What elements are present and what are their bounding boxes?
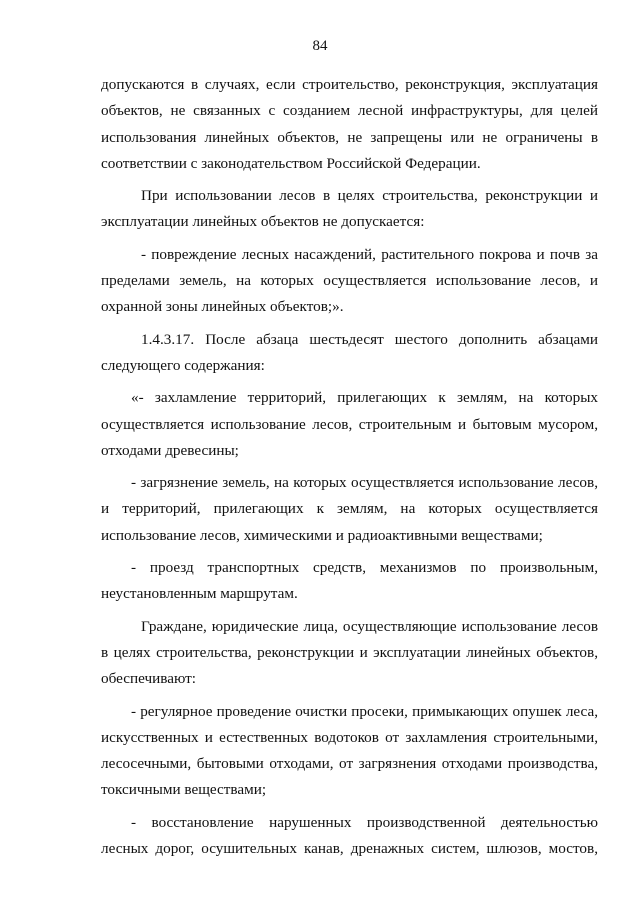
paragraph-2: При использовании лесов в целях строительства, реконструкции и эксплуатации линейных объектов не допускается: [101,187,598,231]
paragraph-6: - загрязнение земель, на которых осуществляется использование лесов, и территорий, прилегающих к землям, на которых осуществляется использование лесов, химическими и радиоактивными веществами; [101,474,598,544]
paragraph-1: допускаются в случаях, если строительство, реконструкция, эксплуатация объектов, не связанных с созданием лесной инфраструктуры, для целей использования линейных объектов, не запрещены или не ограничены в соответствии с законодательством Российской Федерации. [101,76,598,172]
page-number: 84 [312,38,328,54]
document-body [101,72,598,862]
paragraph-8: Граждане, юридические лица, осуществляющие использование лесов в целях строительства, реконструкции и эксплуатации линейных объектов, обеспечивают: [101,617,598,688]
paragraph-10: - восстановление нарушенных производственной деятельностью лесных дорог, осушительных канав, дренажных систем, шлюзов, мостов, [101,813,598,858]
paragraph-5: «- захламление территорий, прилегающих к землям, на которых осуществляется использование лесов, строительным и бытовым мусором, отходами древесины; [101,389,598,459]
paragraph-9: - регулярное проведение очистки просеки, примыкающих опушек леса, искусственных и естественных водотоков от захламления строительными, лесосечными, бытовыми отходами, от загрязнения отходами производства, токсичными веществами; [101,702,598,799]
paragraph-7: - проезд транспортных средств, механизмов по произвольным, неустановленным маршрутам. [101,559,598,603]
paragraph-3: - повреждение лесных насаждений, растительного покрова и почв за пределами земель, на которых осуществляется использование лесов, и охранной зоны линейных объектов;». [101,245,598,316]
paragraph-4: 1.4.3.17. После абзаца шестьдесят шестого дополнить абзацами следующего содержания: [101,330,598,374]
